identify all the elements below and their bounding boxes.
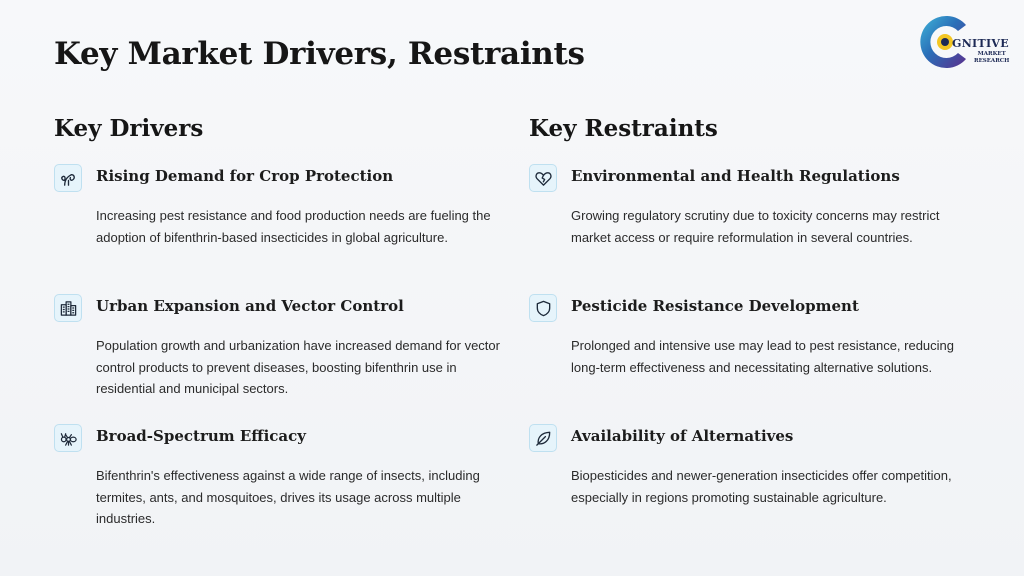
driver-description: Bifenthrin's effectiveness against a wide range of insects, including termites, ants, and mosquitoes, drives its usage across multiple industries. bbox=[96, 468, 480, 526]
driver-description: Population growth and urbanization have increased demand for vector control products to prevent diseases, boosting bifenthrin use in residential and municipal sectors. bbox=[96, 338, 500, 396]
logo-wordmark: GNITIVE bbox=[952, 37, 1009, 50]
broken-heart-icon bbox=[529, 164, 557, 192]
seedling-icon bbox=[54, 164, 82, 192]
logo-subtitle: MARKET RESEARCH bbox=[974, 51, 1010, 64]
restraint-title: Pesticide Resistance Development bbox=[571, 297, 859, 315]
restraints-column bbox=[529, 112, 989, 554]
company-logo bbox=[918, 13, 1014, 71]
driver-title: Broad-Spectrum Efficacy bbox=[96, 427, 306, 445]
restraint-item bbox=[529, 424, 989, 554]
leaf-icon bbox=[529, 424, 557, 452]
ant-icon bbox=[54, 424, 82, 452]
restraint-item bbox=[529, 294, 989, 424]
page-title: Key Market Drivers, Restraints bbox=[54, 36, 585, 72]
driver-title: Rising Demand for Crop Protection bbox=[96, 167, 394, 185]
shield-icon bbox=[529, 294, 557, 322]
city-buildings-icon bbox=[54, 294, 82, 322]
restraint-description: Prolonged and intensive use may lead to pest resistance, reducing long-term effectiveness and necessitating alternative solutions. bbox=[571, 338, 955, 375]
driver-item bbox=[54, 424, 514, 554]
restraint-title: Environmental and Health Regulations bbox=[571, 167, 900, 185]
restraint-item bbox=[529, 164, 989, 294]
driver-item bbox=[54, 164, 514, 294]
driver-title: Urban Expansion and Vector Control bbox=[96, 297, 404, 315]
drivers-column bbox=[54, 112, 514, 554]
driver-item bbox=[54, 294, 514, 424]
restraint-description: Biopesticides and newer-generation insecticides offer competition, especially in regions promoting sustainable agriculture. bbox=[571, 468, 952, 505]
driver-description: Increasing pest resistance and food production needs are fueling the adoption of bifenthrin-based insecticides in global agriculture. bbox=[96, 208, 491, 245]
drivers-heading: Key Drivers bbox=[54, 115, 204, 142]
restraints-heading: Key Restraints bbox=[529, 115, 718, 142]
restraint-title: Availability of Alternatives bbox=[571, 427, 794, 445]
restraint-description: Growing regulatory scrutiny due to toxicity concerns may restrict market access or require reformulation in several countries. bbox=[571, 208, 940, 245]
